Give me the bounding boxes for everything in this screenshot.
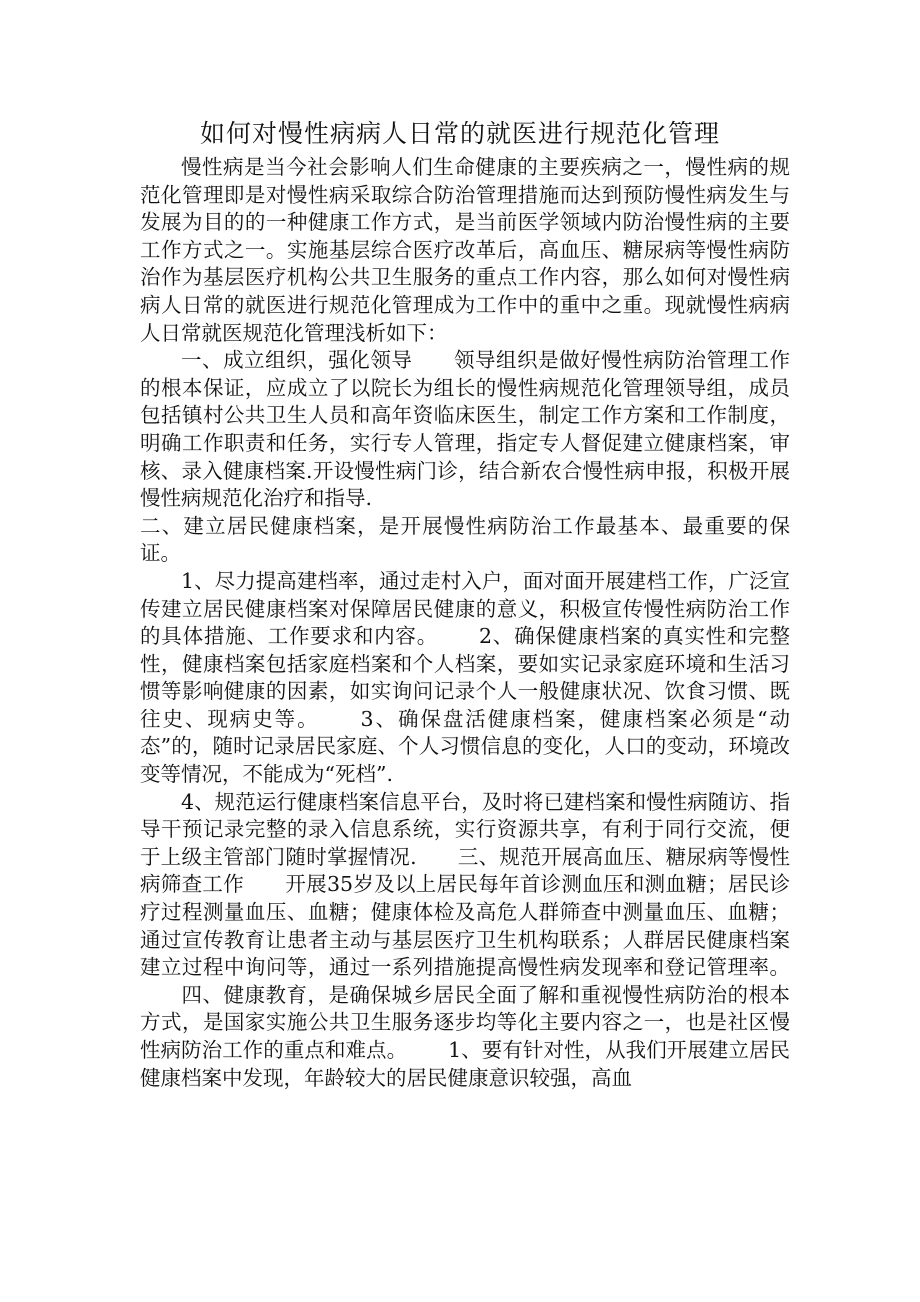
document-title: 如何对慢性病病人日常的就医进行规范化管理 — [199, 119, 720, 148]
paragraph-intro-text: 慢性病是当今社会影响人们生命健康的主要疾病之一，慢性病的规范化管理即是对慢性病采取综合防治管理措施而达到预防慢性病发生与发展为目的的一种健康工作方式，是当前医学领域内防治慢性病的主要工作方式之一。实施基层综合医疗改革后，高血压、糖尿病等慢性病防治作为基层医疗机构公共卫生服务的重点工作内容，那么如何对慢性病病人日常的就医进行规范化管理成为工作中的重中之重。现就慢性病病人日常就医规范化管理浅析如下： — [140, 155, 790, 345]
section-2-heading: 二、建立居民健康档案，是开展慢性病防治工作最基本、最重要的保证。 — [140, 513, 790, 566]
paragraph-section-1 — [140, 347, 790, 513]
section-3-heading: 三、规范开展高血压、糖尿病等慢性病筛查工作 — [140, 844, 791, 897]
section-2-item-1: 1、尽力提高建档率，通过走村入户，面对面开展建档工作，广泛宣传建立居民健康档案对保障居民健康的意义，积极宣传慢性病防治工作的具体措施、工作要求和内容。 — [140, 568, 790, 649]
section-2-item-2: 2、确保健康档案的真实性和完整性，健康档案包括家庭档案和个人档案，要如实记录家庭环境和生活习惯等影响健康的因素，如实询问记录个人一般健康状况、饮食习惯、既往史、现病史等。 — [140, 624, 791, 731]
document-body — [140, 154, 790, 1092]
paragraph-intro — [140, 154, 790, 347]
section-4-text: 四、健康教育，是确保城乡居民全面了解和重视慢性病防治的根本方式，是国家实施公共卫生服务逐步均等化主要内容之一，也是社区慢性病防治工作的重点和难点。 — [140, 982, 790, 1062]
section-2-item-3: 3、确保盘活健康档案，健康档案必须是“动态”的，随时记录居民家庭、个人习惯信息的变化，人口的变动，环境改变等情况，不能成为“死档”. — [140, 706, 790, 787]
section-2-item-4-text: 4、规范运行健康档案信息平台，及时将已建档案和慢性病随访、指导干预记录完整的录入信息系统，实行资源共享，有利于同行交流，便于上级主管部门随时掌握情况. — [140, 789, 790, 869]
paragraph-section-2 — [140, 513, 790, 568]
paragraph-section-2-items — [140, 568, 790, 789]
section-1-text: 领导组织是做好慢性病防治管理工作的根本保证，应成立了以院长为组长的慢性病规范化管理领导组，成员包括镇村公共卫生人员和高年资临床医生，制定工作方案和工作制度，明确工作职责和任务，实行专人管理，指定专人督促建立健康档案，审核、录入健康档案.开设慢性病门诊，结合新农合慢性病申报，积极开展慢性病规范化治疗和指导. — [140, 348, 791, 511]
section-1-heading: 一、成立组织，强化领导 — [181, 348, 413, 373]
paragraph-section-2-item-4 — [140, 789, 790, 1093]
section-3-text: 开展35岁及以上居民每年首诊测血压和测血糖；居民诊疗过程测量血压、血糖；健康体检及高危人群筛查中测量血压、血糖；通过宣传教育让患者主动与基层医疗卫生机构联系；人群居民健康档案建立过程中询问等，通过一系列措施提高慢性病发现率和登记管理率。 — [140, 872, 791, 980]
section-4-item-1: 1、要有针对性，从我们开展建立居民健康档案中发现，年龄较大的居民健康意识较强，高血 — [140, 1038, 790, 1090]
